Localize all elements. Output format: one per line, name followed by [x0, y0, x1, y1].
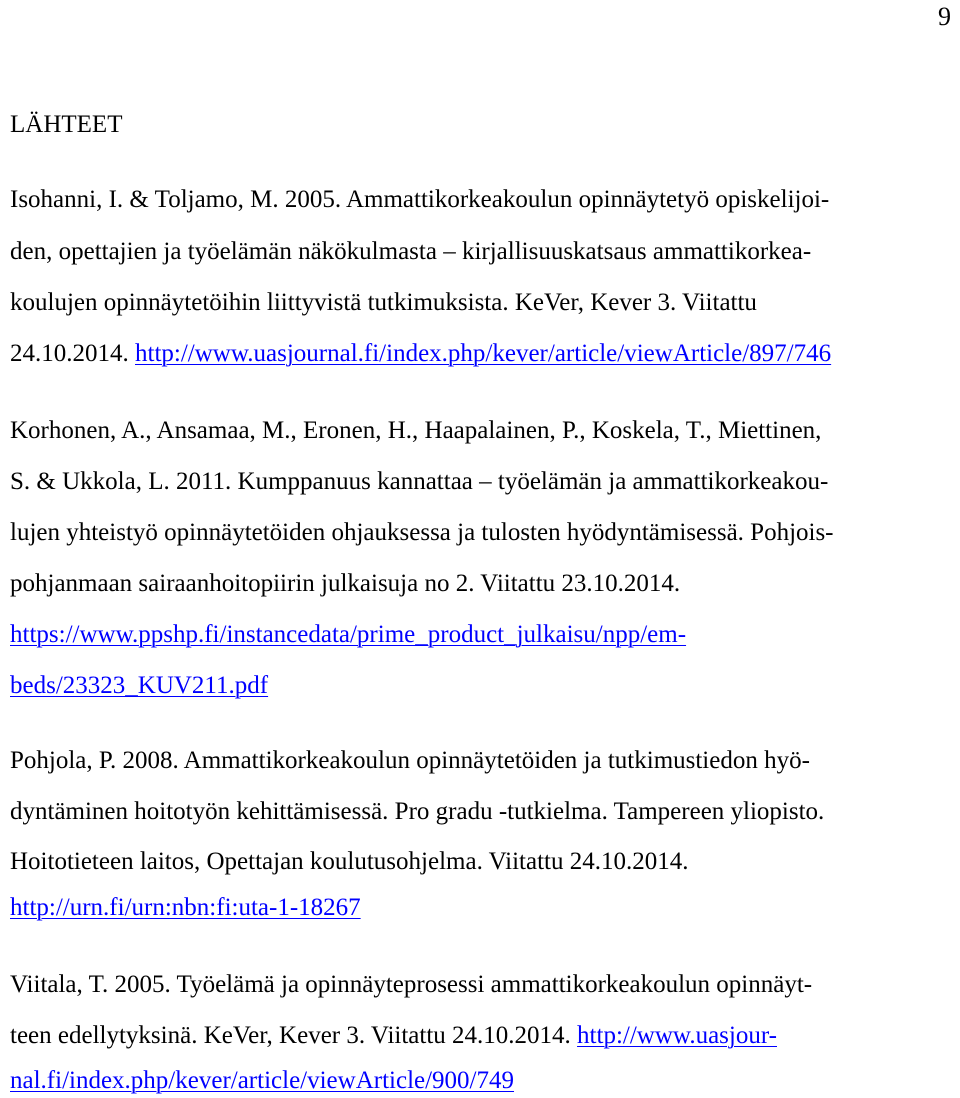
reference-line [10, 518, 834, 548]
reference-line [10, 288, 757, 318]
reference-text: pohjanmaan sairaanhoitopiirin julkaisuja no 2. Viitattu 23.10.2014. [10, 570, 681, 597]
section-heading: LÄHTEET [10, 111, 123, 138]
reference-line [10, 671, 268, 701]
page-number: 9 [938, 2, 951, 31]
reference-line [10, 1021, 777, 1051]
reference-text: dyntäminen hoitotyön kehittämisessä. Pro gradu -tutkielma. Tampereen yliopisto. [10, 798, 825, 825]
reference-line [10, 797, 824, 827]
reference-link[interactable]: http://www.uasjournal.fi/index.php/kever/article/viewArticle/897/746 [135, 340, 832, 367]
reference-line [10, 416, 821, 446]
reference-link[interactable]: nal.fi/index.php/kever/article/viewArticle/900/749 [10, 1067, 515, 1094]
reference-line [10, 893, 361, 923]
reference-text: Pohjola, P. 2008. Ammattikorkeakoulun opinnäytetöiden ja tutkimustiedon hyö- [10, 747, 810, 774]
reference-line [10, 1066, 514, 1096]
reference-line [10, 569, 680, 599]
reference-text: S. & Ukkola, L. 2011. Kumppanuus kannattaa – työelämän ja ammattikorkeakou- [10, 468, 829, 495]
reference-link[interactable]: http://www.uasjour- [577, 1022, 777, 1049]
reference-link[interactable]: http://urn.fi/urn:nbn:fi:uta-1-18267 [10, 894, 361, 921]
reference-line [10, 339, 831, 369]
reference-link[interactable]: https://www.ppshp.fi/instancedata/prime_product_julkaisu/npp/em- [10, 621, 687, 648]
reference-line [10, 185, 829, 215]
reference-text: Hoitotieteen laitos, Opettajan koulutusohjelma. Viitattu 24.10.2014. [10, 848, 689, 875]
reference-text: koulujen opinnäytetöihin liittyvistä tutkimuksista. KeVer, Kever 3. Viitattu [10, 289, 757, 316]
reference-text: lujen yhteistyö opinnäytetöiden ohjauksessa ja tulosten hyödyntämisessä. Pohjois- [10, 519, 834, 546]
reference-line [10, 970, 812, 1000]
reference-link[interactable]: beds/23323_KUV211.pdf [10, 672, 269, 699]
reference-text: den, opettajien ja työelämän näkökulmasta – kirjallisuuskatsaus ammattikorkea- [10, 238, 812, 265]
reference-text: 24.10.2014. [10, 340, 135, 367]
reference-text: Viitala, T. 2005. Työelämä ja opinnäyteprosessi ammattikorkeakoulun opinnäyt- [10, 971, 813, 998]
reference-line [10, 746, 810, 776]
reference-line [10, 620, 686, 650]
reference-text: Korhonen, A., Ansamaa, M., Eronen, H., Haapalainen, P., Koskela, T., Miettinen, [10, 417, 822, 444]
reference-text: teen edellytyksinä. KeVer, Kever 3. Viitattu 24.10.2014. [10, 1022, 578, 1049]
reference-line [10, 467, 828, 497]
reference-line [10, 237, 811, 267]
reference-text: Isohanni, I. & Toljamo, M. 2005. Ammattikorkeakoulun opinnäytetyö opiskelijoi- [10, 186, 830, 213]
reference-line [10, 847, 689, 877]
